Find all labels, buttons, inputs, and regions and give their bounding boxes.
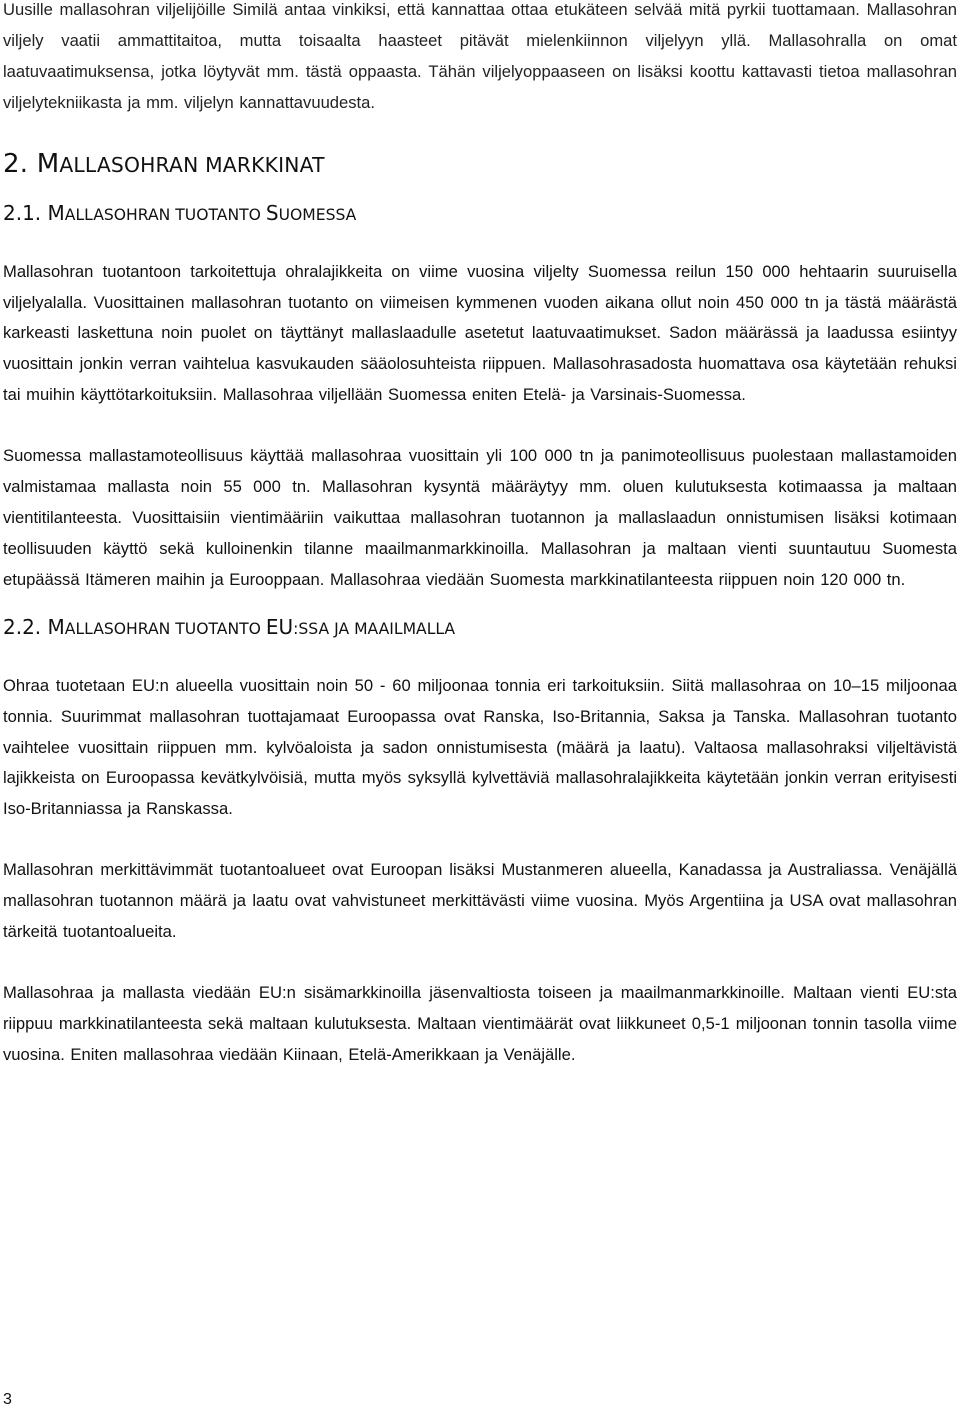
- section-2-heading: [3, 147, 957, 182]
- section-2-1-title-rest-2: UOMESSA: [278, 205, 357, 224]
- section-2-2-title-rest-1: ALLASOHRAN TUOTANTO: [64, 619, 266, 638]
- section-2-1-number: 2.1.: [3, 200, 42, 225]
- section-2-2-paragraph-1: Ohraa tuotetaan EU:n alueella vuosittain noin 50 - 60 miljoonaa tonnia eri tarkoituksiin. Siitä mallasohraa on 10–15 miljoonaa tonnia. Suurimmat mallasohran tuottajamaat Euroopassa ovat Ranska, Iso-Britannia, Saksa ja Tanska. Mallasohran tuotanto vaihtelee vuosittain riippuen mm. kylvöaloista ja sadon onnistumisesta (määrä ja laatu). Valtaosa mallasohraksi viljeltävistä lajikkeista on Euroopassa kevätkylvöisiä, mutta myös syksyllä kylvettäviä mallasohralajikkeita käytetään jonkin verran erityisesti Iso-Britanniassa ja Ranskassa.: [3, 675, 957, 819]
- section-2-title-initial: M: [36, 148, 60, 179]
- section-2-2-paragraph-2: Mallasohran merkittävimmät tuotantoalueet ovat Euroopan lisäksi Mustanmeren alueella, Kanadassa ja Australiassa. Venäjällä mallasohran tuotannon määrä ja laatu ovat vahvistuneet merkittävästi viime vuosina. Myös Argentiina ja USA ovat mallasohran tärkeitä tuotantoalueita.: [3, 860, 957, 942]
- section-2-2-paragraph-3: Mallasohraa ja mallasta viedään EU:n sisämarkkinoilla jäsenvaltiosta toiseen ja maailmanmarkkinoille. Maltaan vienti EU:sta riippuu markkinatilanteesta sekä maltaan kulutuksesta. Maltaan vientimäärät ovat liikkuneet 0,5-1 miljoonan tonnin tasolla viime vuosina. Eniten mallasohraa viedään Kiinaan, Etelä-Amerikkaan ja Venäjälle.: [3, 982, 957, 1064]
- section-2-2-title-rest-2: :SSA JA MAAILMALLA: [293, 619, 456, 638]
- intro-paragraph: Uusille mallasohran viljelijöille Similä antaa vinkiksi, että kannattaa ottaa etukäteen selvää mitä pyrkii tuottamaan. Mallasohran viljely vaatii ammattitaitoa, mutta toisaalta haasteet pitävät mielenkiinnon viljelyyn yllä. Mallasohralla on omat laatuvaatimuksensa, jotka löytyvät mm. tästä oppaasta. Tähän viljelyoppaaseen on lisäksi koottu kattavasti tietoa mallasohran viljelytekniikasta ja mm. viljelyn kannattavuudesta.: [3, 0, 957, 112]
- section-2-number: 2.: [3, 148, 29, 179]
- section-2-1-title-initial-2: S: [265, 200, 279, 225]
- section-2-1-paragraph-1: Mallasohran tuotantoon tarkoitettuja ohralajikkeita on viime vuosina viljelty Suomessa reilun 150 000 hehtaarin suuruisella viljelyalalla. Vuosittainen mallasohran tuotanto on viimeisen kymmenen vuoden aikana ollut noin 450 000 tn ja tästä määrästä karkeasti laskettuna noin puolet on täyttänyt mallaslaadulle asetetut laatuvaatimukset. Sadon määrässä ja laadussa esiintyy vuosittain jonkin verran vaihtelua kasvukauden sääolosuhteista riippuen. Mallasohrasadosta huomattava osa käytetään rehuksi tai muihin käyttötarkoituksiin. Mallasohraa viljellään Suomessa eniten Etelä- ja Varsinais-Suomessa.: [3, 261, 957, 405]
- section-2-title-rest: ALLASOHRAN MARKKINAT: [59, 152, 325, 177]
- section-2-1-title-rest-1: ALLASOHRAN TUOTANTO: [64, 205, 266, 224]
- page-number: 3: [3, 1391, 12, 1408]
- section-2-2-number: 2.2.: [3, 614, 42, 639]
- section-2-2-title-initial-1: M: [47, 614, 65, 639]
- section-2-2-title-initial-2: EU: [265, 614, 294, 639]
- section-2-1-heading: [3, 199, 957, 229]
- section-2-1-paragraph-2: Suomessa mallastamoteollisuus käyttää mallasohraa vuosittain yli 100 000 tn ja panimoteollisuus puolestaan mallastamoiden valmistamaa mallasta noin 55 000 tn. Mallasohran kysyntä määräytyy mm. oluen kulutuksesta kotimaassa ja maltaan vientitilanteesta. Vuosittaisiin vientimääriin vaikuttaa mallasohran tuotannon ja mallaslaadun onnistumisen lisäksi kotimaan teollisuuden käyttö sekä kulloinenkin tilanne maailmanmarkkinoilla. Mallasohran ja maltaan vienti suuntautuu Suomesta etupäässä Itämeren maihin ja Eurooppaan. Mallasohraa viedään Suomesta markkinatilanteesta riippuen noin 120 000 tn.: [3, 446, 957, 589]
- section-2-2-heading: [3, 613, 957, 643]
- section-2-1-title-initial-1: M: [47, 200, 65, 225]
- document-page: [3, 0, 957, 1071]
